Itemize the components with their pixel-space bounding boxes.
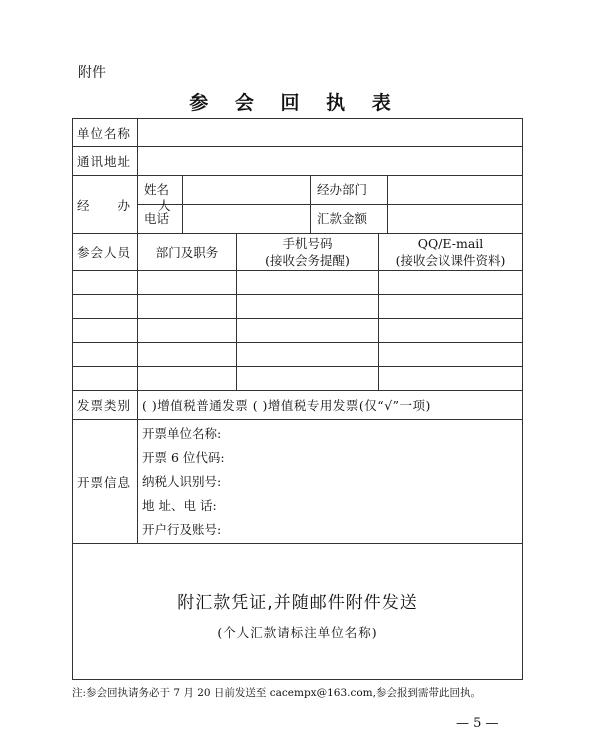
- attendee-row: [73, 319, 523, 343]
- attendee-cell[interactable]: [138, 295, 237, 319]
- attendee-cell[interactable]: [237, 319, 379, 343]
- invoice-info-fields: [138, 420, 523, 544]
- attendee-row: [73, 343, 523, 367]
- attendee-cell[interactable]: [138, 367, 237, 391]
- department-label: 经办部门: [311, 176, 388, 204]
- handler-row-2: [73, 205, 523, 234]
- invoice-line[interactable]: 开票单位名称:: [142, 425, 222, 441]
- name-label: 姓名: [138, 176, 183, 204]
- invoice-type-row: [73, 391, 523, 420]
- form-title: 参 会 回 执 表: [189, 92, 401, 114]
- attendee-cell[interactable]: [237, 367, 379, 391]
- attendee-cell[interactable]: [379, 343, 523, 367]
- registration-form-table: [72, 118, 523, 680]
- col-phone-sub: (接收会务提醒): [265, 253, 350, 268]
- handler-label: 经 办 人: [73, 176, 138, 234]
- attendees-label: 参会人员: [73, 234, 138, 271]
- col-dept-header: 部门及职务: [138, 234, 237, 271]
- phone-label: 电话: [138, 205, 183, 233]
- name-field[interactable]: [183, 176, 311, 204]
- invoice-line[interactable]: 开票 6 位代码:: [142, 449, 225, 465]
- attendee-cell[interactable]: [73, 319, 138, 343]
- invoice-info-row: [73, 420, 523, 544]
- attachment-label: 附件: [78, 65, 106, 81]
- address-row: [73, 147, 523, 176]
- amount-label: 汇款金额: [311, 205, 388, 233]
- notice-main-text: 附汇款凭证,并随邮件附件发送: [177, 593, 418, 613]
- attendee-cell[interactable]: [138, 319, 237, 343]
- attendee-row: [73, 271, 523, 295]
- notice-sub-text: (个人汇款请标注单位名称): [217, 625, 378, 640]
- attendee-cell[interactable]: [237, 343, 379, 367]
- notice-box: [73, 544, 523, 680]
- invoice-line[interactable]: 地 址、电 话:: [142, 497, 217, 513]
- attendee-cell[interactable]: [237, 271, 379, 295]
- attendee-cell[interactable]: [73, 367, 138, 391]
- phone-field[interactable]: [183, 205, 311, 233]
- address-field[interactable]: [138, 147, 523, 176]
- unit-name-row: [73, 119, 523, 147]
- attendee-cell[interactable]: [73, 343, 138, 367]
- invoice-line[interactable]: 纳税人识别号:: [142, 473, 222, 489]
- attendee-cell[interactable]: [379, 367, 523, 391]
- invoice-line[interactable]: 开户行及账号:: [142, 521, 222, 537]
- attendee-cell[interactable]: [379, 295, 523, 319]
- department-field[interactable]: [388, 176, 522, 204]
- invoice-info-label: 开票信息: [73, 420, 138, 544]
- col-qq-title: QQ/E-mail: [417, 236, 484, 251]
- handler-row-1: [73, 176, 523, 205]
- notice-row: [73, 544, 523, 680]
- attendees-header-row: [73, 234, 523, 271]
- col-phone-header: [237, 234, 379, 271]
- unit-name-field[interactable]: [138, 119, 523, 147]
- attendee-cell[interactable]: [73, 271, 138, 295]
- attendee-row: [73, 295, 523, 319]
- attendee-cell[interactable]: [379, 271, 523, 295]
- invoice-type-label: 发票类别: [73, 391, 138, 420]
- attendee-cell[interactable]: [237, 295, 379, 319]
- attendee-cell[interactable]: [379, 319, 523, 343]
- col-phone-title: 手机号码: [282, 236, 333, 251]
- col-qq-sub: (接收会议课件资料): [395, 253, 506, 268]
- unit-name-label: 单位名称: [73, 119, 138, 147]
- attendee-cell[interactable]: [138, 343, 237, 367]
- attendee-cell[interactable]: [138, 271, 237, 295]
- invoice-type-options[interactable]: ( )增值税普通发票 ( )增值税专用发票(仅“√”一项): [138, 391, 523, 420]
- attendee-cell[interactable]: [73, 295, 138, 319]
- amount-field[interactable]: [388, 205, 522, 233]
- page-number: — 5 —: [456, 716, 499, 731]
- address-label: 通讯地址: [73, 147, 138, 176]
- attendee-row: [73, 367, 523, 391]
- footer-note: 注:参会回执请务必于 7 月 20 日前发送至 cacempx@163.com,参会报到需带此回执。: [72, 687, 481, 699]
- col-qq-header: [379, 234, 523, 271]
